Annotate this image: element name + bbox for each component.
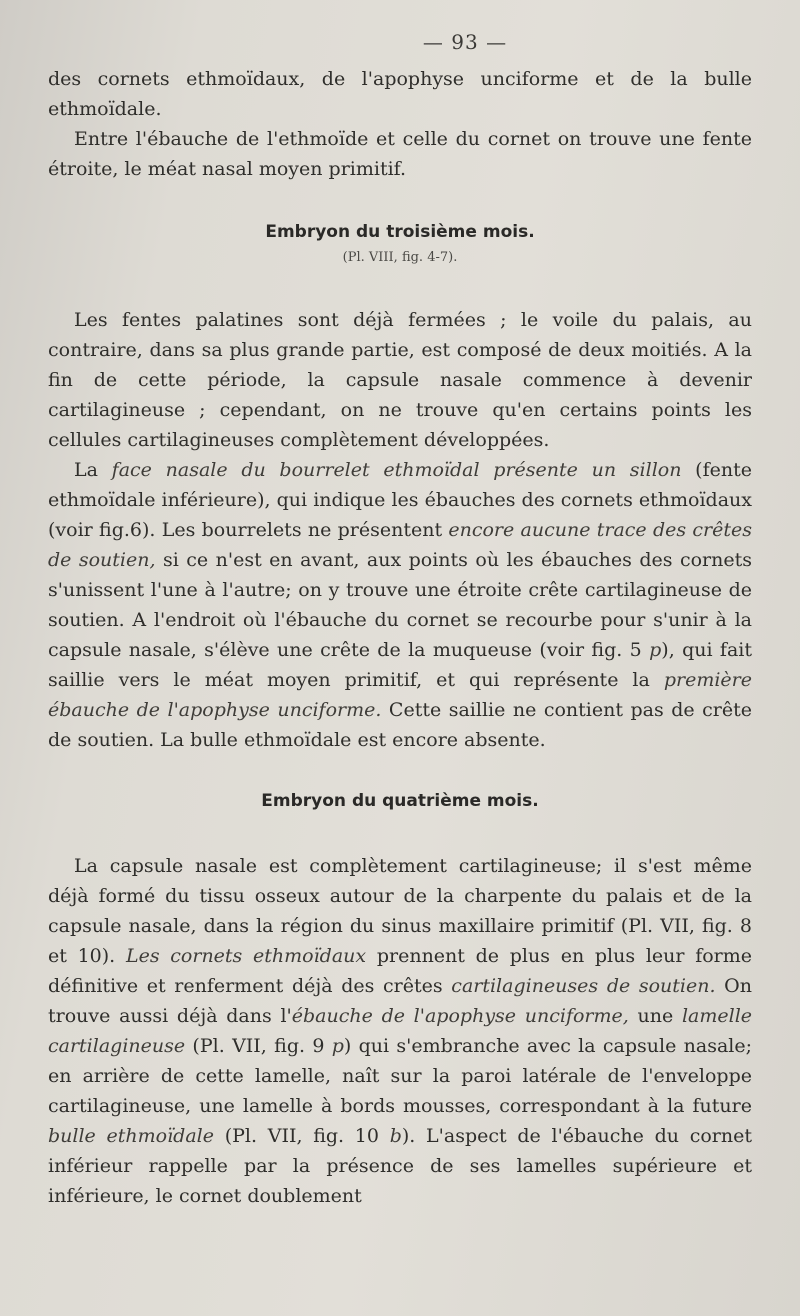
italic-run: encore aucune trace des crêtes de soutien, xyxy=(48,519,752,571)
text-run: si ce n'est en avant, aux points où les ébauches des cornets s'unissent l'une à l'autre; on y trouve une étroite crête cartilagineuse de soutien. A l'endroit où l'ébauche du cornet se recourbe pour s'unir à la capsule nasale, s'élève une crête de la muqueuse (voir fig. 5 xyxy=(48,549,752,661)
italic-run: cartilagineuses de soutien. xyxy=(451,975,716,997)
intro-paragraph: Entre l'ébauche de l'ethmoïde et celle du cornet on trouve une fente étroite, le méat nasal moyen primitif. xyxy=(48,128,752,180)
italic-run: b xyxy=(389,1125,402,1147)
text-run: ). L'aspect de l'ébauche du cornet inférieur rappelle par la présence de ses lamelles supérieure et inférieure, le cornet doublement xyxy=(48,1125,753,1207)
italic-run: Les cornets ethmoïdaux xyxy=(125,945,367,967)
text-run: (fente ethmoïdale inférieure), qui indique les ébauches des cornets ethmoïdaux (voir fig.6). Les bourrelets ne présentent xyxy=(48,459,752,541)
page-number: — 93 — xyxy=(422,30,508,54)
italic-run: première ébauche de l'apophyse unciforme. xyxy=(48,669,752,721)
section-heading-fourth-month: Embryon du quatrième mois. xyxy=(261,791,539,811)
italic-run: bulle ethmoïdale xyxy=(48,1125,214,1147)
italic-run: ébauche de l'apophyse unciforme, xyxy=(291,1005,629,1027)
italic-run: face nasale du bourrelet ethmoïdal présente un sillon xyxy=(111,459,682,481)
section-reference-third-month: (Pl. VIII, fig. 4-7). xyxy=(342,250,458,265)
text-run: Cette saillie ne contient pas de crête de soutien. La bulle ethmoïdale est encore absente. xyxy=(48,699,752,751)
text-run: une xyxy=(628,1005,682,1027)
italic-run: lamelle cartilagineuse xyxy=(48,1005,753,1057)
section-heading-third-month: Embryon du troisième mois. xyxy=(265,222,535,242)
text-run: prennent de plus en plus leur forme définitive et renferment déjà des crêtes xyxy=(48,945,753,997)
text-run: (Pl. VII, fig. 10 xyxy=(213,1125,390,1147)
text-run: (Pl. VII, fig. 9 xyxy=(185,1035,332,1057)
text-run: ), qui fait saillie vers le méat moyen primitif, et qui représente la xyxy=(48,639,752,691)
italic-run: p xyxy=(331,1035,344,1057)
paragraph-third-month-1: Les fentes palatines sont déjà fermées ; le voile du palais, au contraire, dans sa plus grande partie, est composé de deux moitiés. A la fin de cette période, la capsule nasale commence à devenir cartilagineuse ; cependant, on ne trouve qu'en certains points les cellules cartilagineuses complètement développées. xyxy=(48,309,752,451)
paragraph-third-month-2 xyxy=(48,455,752,755)
text-run: On trouve aussi déjà dans l' xyxy=(48,975,752,1027)
text-run: La capsule nasale est complètement cartilagineuse; il s'est même déjà formé du tissu osseux autour de la charpente du palais et de la capsule nasale, dans la région du sinus maxillaire primitif (Pl. VII, fig. 8 et 10). xyxy=(48,855,752,967)
paragraph-fourth-month xyxy=(48,851,752,1211)
text-run: La xyxy=(74,459,112,481)
intro-line: des cornets ethmoïdaux, de l'apophyse unciforme et de la bulle ethmoïdale. xyxy=(48,68,752,120)
text-run: ) qui s'embranche avec la capsule nasale; en arrière de cette lamelle, naît sur la paroi latérale de l'enveloppe cartilagineuse, une lamelle à bords mousses, correspondant à la future xyxy=(48,1035,752,1117)
italic-run: p xyxy=(649,639,662,661)
